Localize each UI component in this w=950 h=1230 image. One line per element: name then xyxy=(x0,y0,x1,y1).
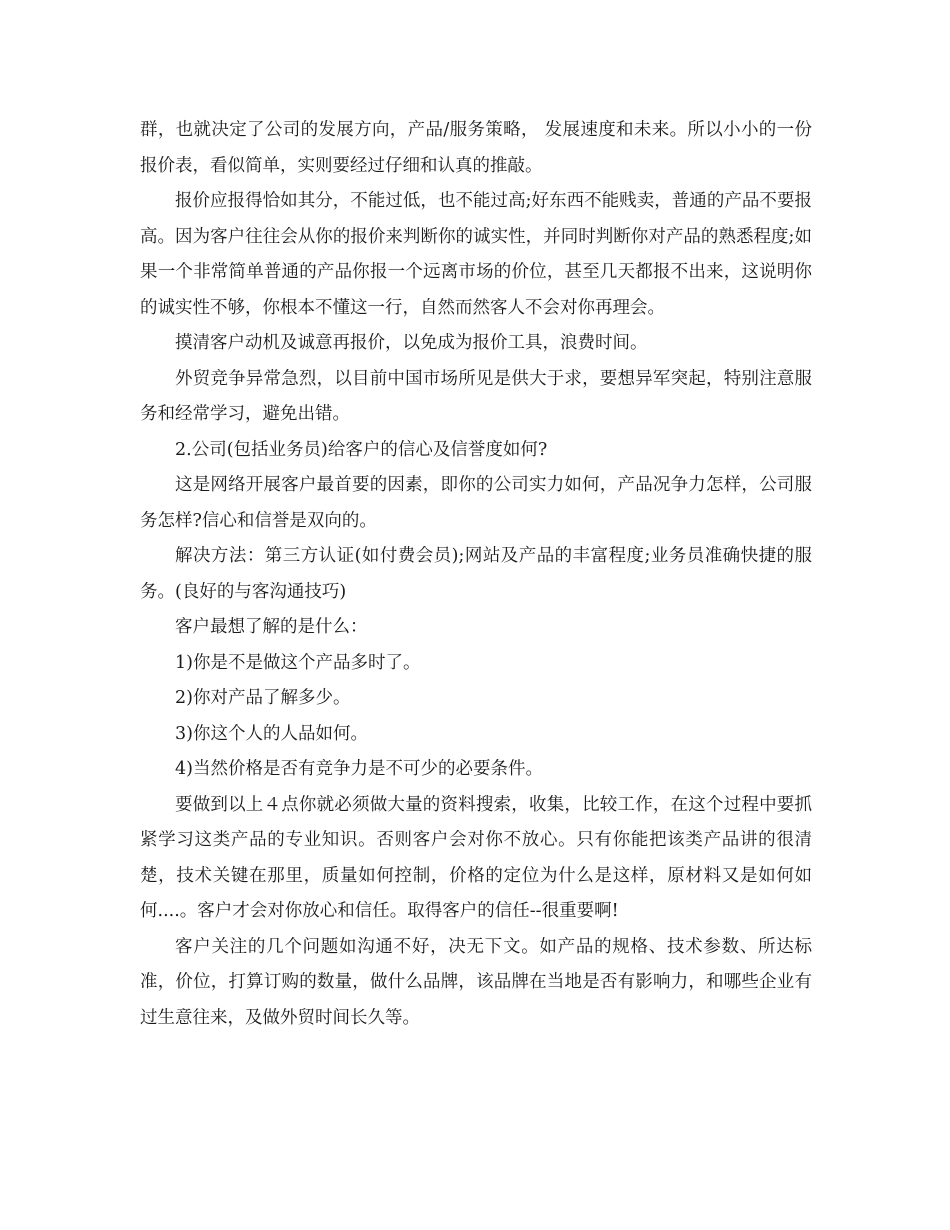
list-item-1: 1)你是不是做这个产品多时了。 xyxy=(175,652,421,673)
paragraph-competition: 外贸竞争异常急烈，以目前中国市场所见是供大于求，要想异军突起，特别注意服务和经常学习，避免出错。 xyxy=(140,368,812,424)
paragraph-client-motive: 摸清客户动机及诚意再报价，以免成为报价工具，浪费时间。 xyxy=(175,333,648,353)
section-heading-2: 2.公司(包括业务员)给客户的信心及信誉度如何? xyxy=(175,439,548,460)
paragraph-continued: 群，也就决定了公司的发展方向，产品/服务策略， 发展速度和未来。所以小小的一份报价表，看似简单，实则要经过仔细和认真的推敲。 xyxy=(140,120,812,176)
paragraph-solution: 解决方法：第三方认证(如付费会员);网站及产品的丰富程度;业务员准确快捷的服务。(良好的与客沟通技巧) xyxy=(140,546,812,602)
paragraph-network-clients: 这是网络开展客户最首要的因素，即你的公司实力如何，产品况争力怎样，公司服务怎样?信心和信誉是双向的。 xyxy=(140,475,812,531)
list-item-3: 3)你这个人的人品如何。 xyxy=(175,723,368,744)
paragraph-research: 要做到以上４点你就必须做大量的资料搜索，收集，比较工作，在这个过程中要抓紧学习这类产品的专业知识。否则客户会对你不放心。只有你能把该类产品讲的很清楚，技术关键在那里，质量如何控制，价格的定位为什么是这样，原材料又是如何如何....。客户才会对你放心和信任。取得客户的信任--很重要啊! xyxy=(140,794,812,921)
list-item-2: 2)你对产品了解多少。 xyxy=(175,688,351,708)
list-item-4: 4)当然价格是否有竞争力是不可少的必要条件。 xyxy=(175,759,543,779)
paragraph-client-concerns: 客户关注的几个问题如沟通不好，决无下文。如产品的规格、技术参数、所达标准，价位，打算订购的数量，做什么品牌，该品牌在当地是否有影响力，和哪些企业有过生意往来，及做外贸时间长久等。 xyxy=(140,936,812,1028)
document-body xyxy=(140,113,812,1036)
paragraph-quote-pricing: 报价应报得恰如其分，不能过低，也不能过高;好东西不能贱卖，普通的产品不要报高。因为客户往往会从你的报价来判断你的诚实性，并同时判断你对产品的熟悉程度;如果一个非常简单普通的产品你报一个远离市场的价位，甚至几天都报不出来，这说明你的诚实性不够，你根本不懂这一行，自然而然客人不会对你再理会。 xyxy=(140,191,812,318)
paragraph-client-wants: 客户最想了解的是什么： xyxy=(175,617,368,637)
